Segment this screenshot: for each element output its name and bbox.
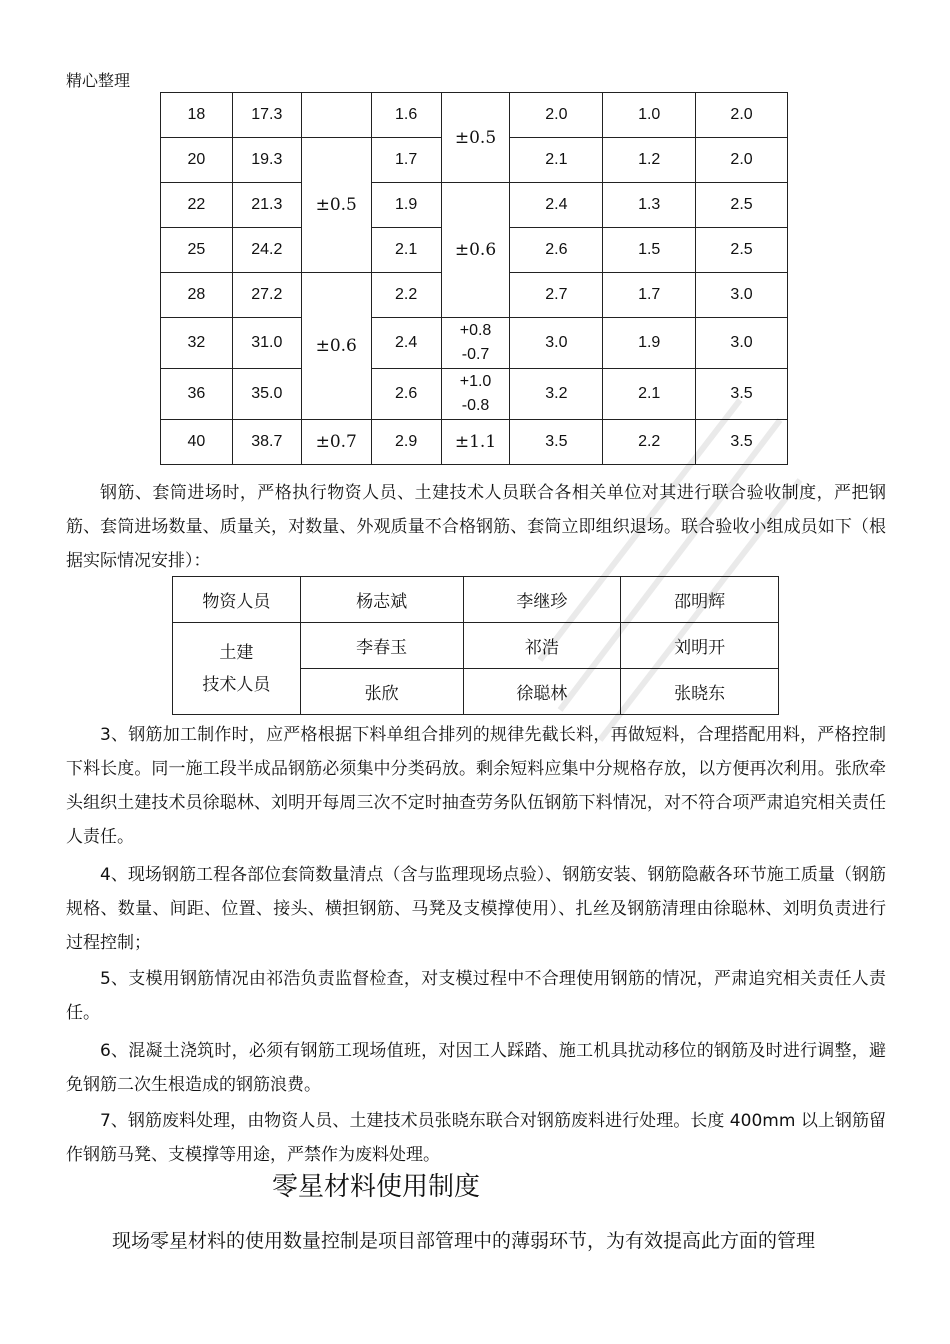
spec-cell: 3.0 <box>696 273 788 318</box>
tolerance-lower: -0.8 <box>461 397 490 414</box>
tolerance-cell: ±0.6 <box>301 273 371 420</box>
paragraph-4: 4、现场钢筋工程各部位套筒数量清点（含与监理现场点验）、钢筋安装、钢筋隐蔽各环节施工质量（钢筋规格、数量、间距、位置、接头、横担钢筋、马凳及支模撑使用）、扎丝及钢筋清理由徐聪林、刘明负责进行过程控制； <box>66 865 886 953</box>
paragraph-3: 3、钢筋加工制作时，应严格根据下料单组合排列的规律先截长料，再做短料，合理搭配用料，严格控制下料长度。同一施工段半成品钢筋必须集中分类码放。剩余短料应集中分规格存放，以方便再次利用。张欣牵头组织土建技术员徐聪林、刘明开每周三次不定时抽查劳务队伍钢筋下料情况，对不符合项严肃追究相关责任人责任。 <box>66 725 886 847</box>
spec-cell: 2.6 <box>371 369 441 420</box>
spec-cell: 40 <box>161 420 233 465</box>
tolerance-cell: ±0.7 <box>301 420 371 465</box>
table-row <box>161 369 788 420</box>
tolerance-upper: +0.8 <box>459 322 492 339</box>
spec-cell: 1.6 <box>371 93 441 138</box>
spec-cell: 28 <box>161 273 233 318</box>
team-member: 祁浩 <box>463 623 621 669</box>
spec-cell: 22 <box>161 183 233 228</box>
spec-cell: 20 <box>161 138 233 183</box>
spec-cell: 17.3 <box>232 93 301 138</box>
spec-cell: 32 <box>161 318 233 369</box>
spec-cell: 3.2 <box>510 369 603 420</box>
spec-cell: 2.1 <box>371 228 441 273</box>
spec-cell: 1.2 <box>603 138 696 183</box>
team-member: 刘明开 <box>621 623 779 669</box>
team-member: 李春玉 <box>300 623 463 669</box>
spec-cell: 3.5 <box>696 420 788 465</box>
spec-cell: 1.3 <box>603 183 696 228</box>
team-label-line2: 技术人员 <box>202 674 271 695</box>
spec-cell: 21.3 <box>232 183 301 228</box>
table-row <box>161 318 788 369</box>
team-label-civil <box>173 623 301 715</box>
header-note: 精心整理 <box>66 71 131 90</box>
spec-cell: 1.7 <box>603 273 696 318</box>
spec-cell: 2.4 <box>371 318 441 369</box>
spec-cell: 2.5 <box>696 228 788 273</box>
acceptance-team-table <box>172 576 779 715</box>
table-row <box>161 93 788 138</box>
team-member: 邵明辉 <box>621 577 779 623</box>
spec-cell: 1.9 <box>603 318 696 369</box>
team-label-materials: 物资人员 <box>173 577 301 623</box>
tolerance-upper: +1.0 <box>459 373 492 390</box>
spec-cell: 35.0 <box>232 369 301 420</box>
spec-cell: 2.9 <box>371 420 441 465</box>
table-row <box>161 420 788 465</box>
spec-cell: 2.2 <box>371 273 441 318</box>
spec-cell: 24.2 <box>232 228 301 273</box>
spec-cell: 2.7 <box>510 273 603 318</box>
spec-cell: 27.2 <box>232 273 301 318</box>
team-label-line1: 土建 <box>219 642 254 663</box>
spec-cell: 2.0 <box>696 138 788 183</box>
spec-cell: 2.6 <box>510 228 603 273</box>
team-member: 杨志斌 <box>300 577 463 623</box>
spec-cell: 2.2 <box>603 420 696 465</box>
tolerance-cell: ±1.1 <box>441 420 510 465</box>
spec-cell: 3.5 <box>696 369 788 420</box>
spec-cell: 18 <box>161 93 233 138</box>
team-member: 徐聪林 <box>463 669 621 715</box>
spec-cell: 2.1 <box>603 369 696 420</box>
spec-cell: 3.0 <box>510 318 603 369</box>
spec-cell: 3.5 <box>510 420 603 465</box>
spec-cell: 2.4 <box>510 183 603 228</box>
spec-cell: 1.9 <box>371 183 441 228</box>
spec-cell: 38.7 <box>232 420 301 465</box>
spec-cell: 25 <box>161 228 233 273</box>
tolerance-cell: ±0.6 <box>441 183 510 318</box>
spec-cell: 1.5 <box>603 228 696 273</box>
spec-cell: 36 <box>161 369 233 420</box>
tolerance-cell <box>441 369 510 420</box>
spec-cell-empty <box>301 93 371 138</box>
paragraph-7: 7、钢筋废料处理，由物资人员、土建技术员张晓东联合对钢筋废料进行处理。长度 400mm 以上钢筋留作钢筋马凳、支模撑等用途，严禁作为废料处理。 <box>66 1111 886 1165</box>
tolerance-cell: ±0.5 <box>301 138 371 273</box>
team-member: 张晓东 <box>621 669 779 715</box>
spec-cell: 3.0 <box>696 318 788 369</box>
spec-cell: 19.3 <box>232 138 301 183</box>
tolerance-lower: -0.7 <box>461 346 490 363</box>
spec-cell: 2.5 <box>696 183 788 228</box>
paragraph-intro: 钢筋、套筒进场时，严格执行物资人员、土建技术人员联合各相关单位对其进行联合验收制度，严把钢筋、套筒进场数量、质量关，对数量、外观质量不合格钢筋、套筒立即组织退场。联合验收小组成员如下（根据实际情况安排）： <box>66 483 886 571</box>
spec-cell: 31.0 <box>232 318 301 369</box>
paragraph-5: 5、支模用钢筋情况由祁浩负责监督检查，对支模过程中不合理使用钢筋的情况，严肃追究相关责任人责任。 <box>66 969 886 1023</box>
spec-cell: 2.0 <box>696 93 788 138</box>
spec-cell: 1.0 <box>603 93 696 138</box>
team-member: 张欣 <box>300 669 463 715</box>
section-intro: 现场零星材料的使用数量控制是项目部管理中的薄弱环节，为有效提高此方面的管理 <box>112 1230 816 1252</box>
table-row <box>173 623 779 669</box>
spec-cell: 2.0 <box>510 93 603 138</box>
spec-cell: 2.1 <box>510 138 603 183</box>
team-member: 李继珍 <box>463 577 621 623</box>
paragraph-6: 6、混凝土浇筑时，必须有钢筋工现场值班，对因工人踩踏、施工机具扰动移位的钢筋及时进行调整，避免钢筋二次生根造成的钢筋浪费。 <box>66 1041 886 1095</box>
spec-cell: 1.7 <box>371 138 441 183</box>
section-title: 零星材料使用制度 <box>272 1172 481 1202</box>
table-row <box>173 577 779 623</box>
table-row <box>161 183 788 228</box>
tolerance-cell: ±0.5 <box>441 93 510 183</box>
rebar-spec-table <box>160 92 788 465</box>
tolerance-cell <box>441 318 510 369</box>
